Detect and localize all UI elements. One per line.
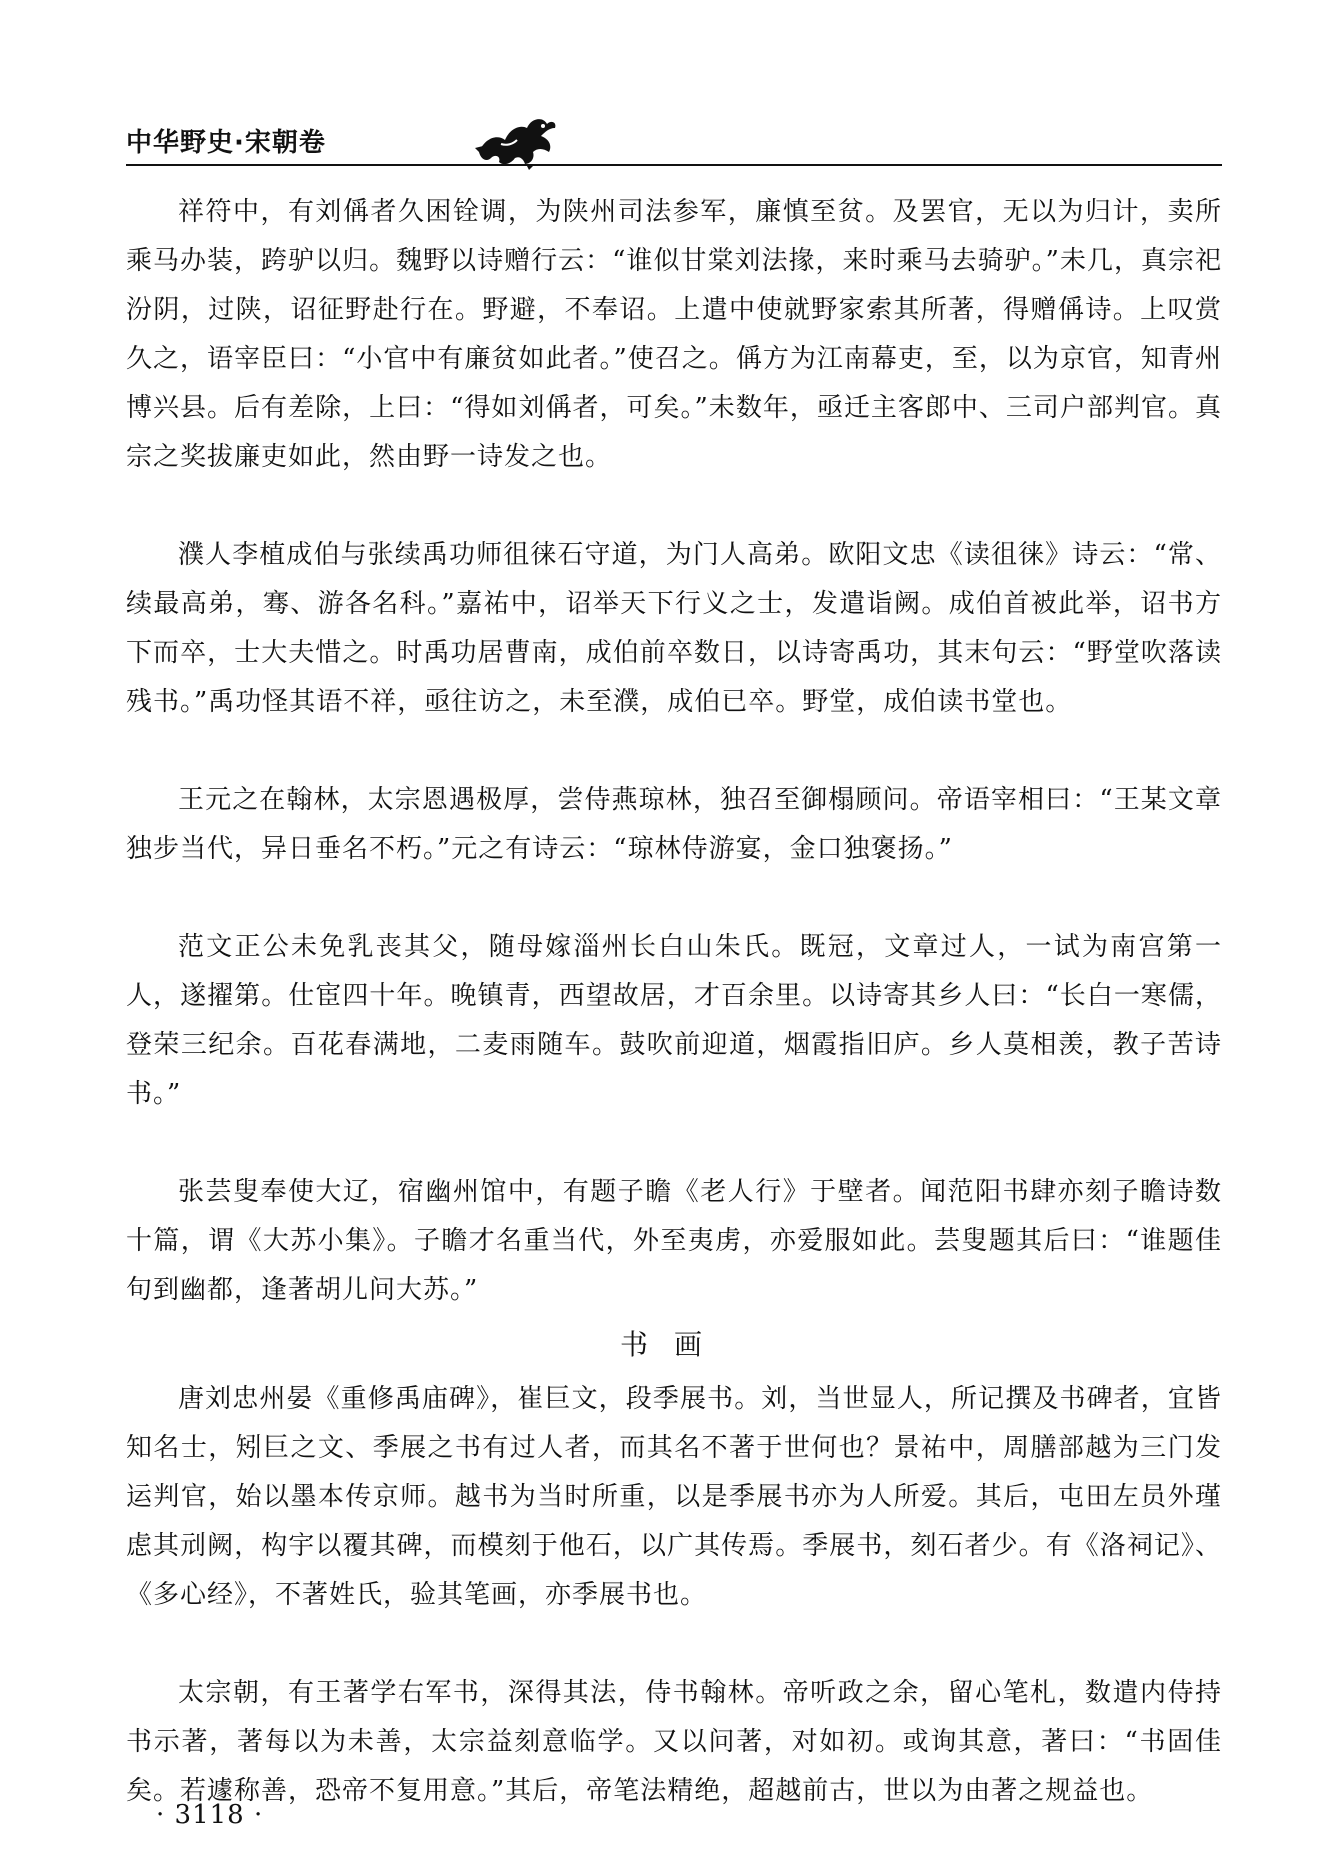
- page-body: [126, 188, 1222, 1816]
- running-header: [126, 118, 1222, 174]
- book-title: 中华野史·宋朝卷: [126, 128, 326, 158]
- page-number: · 3118 ·: [156, 1800, 264, 1830]
- section-heading: 书画: [619, 1328, 728, 1361]
- paragraph: 濮人李植成伯与张续禹功师徂徕石守道，为门人高弟。欧阳文忠《读徂徕》诗云：“常、续最高弟，骞、游各名科。”嘉祐中，诏举天下行义之士，发遣诣阙。成伯首被此举，诏书方下而卒，士大夫惜之。时禹功居曹南，成伯前卒数日，以诗寄禹功，其末句云：“野堂吹落读残书。”禹功怪其语不祥，亟往访之，未至濮，成伯已卒。野堂，成伯读书堂也。: [126, 540, 1222, 717]
- paragraph: 唐刘忠州晏《重修禹庙碑》，崔巨文，段季展书。刘，当世显人，所记撰及书碑者，宜皆知名士，矧巨之文、季展之书有过人者，而其名不著于世何也？景祐中，周膳部越为三门发运判官，始以墨本传京师。越书为当时所重，以是季展书亦为人所爱。其后，屯田左员外瑾虑其刓阙，构宇以覆其碑，而模刻于他石，以广其传焉。季展书，刻石者少。有《洛祠记》、《多心经》，不著姓氏，验其笔画，亦季展书也。: [126, 1384, 1222, 1610]
- dragon-emblem-icon: [471, 108, 561, 170]
- header-divider: [126, 164, 1222, 166]
- paragraph: 范文正公未免乳丧其父，随母嫁淄州长白山朱氏。既冠，文章过人，一试为南宫第一人，遂擢第。仕宦四十年。晚镇青，西望故居，才百余里。以诗寄其乡人曰：“长白一寒儒，登荣三纪余。百花春满地，二麦雨随车。鼓吹前迎道，烟霞指旧庐。乡人莫相羡，教子苦诗书。”: [126, 932, 1222, 1109]
- paragraph: 太宗朝，有王著学右军书，深得其法，侍书翰林。帝听政之余，留心笔札，数遣内侍持书示著，著每以为未善，太宗益刻意临学。又以问著，对如初。或询其意，著曰：“书固佳矣。若遽称善，恐帝不复用意。”其后，帝笔法精绝，超越前古，世以为由著之规益也。: [126, 1678, 1222, 1806]
- paragraph: 张芸叟奉使大辽，宿幽州馆中，有题子瞻《老人行》于壁者。闻范阳书肆亦刻子瞻诗数十篇，谓《大苏小集》。子瞻才名重当代，外至夷虏，亦爱服如此。芸叟题其后曰：“谁题佳句到幽都，逢著胡儿问大苏。”: [126, 1177, 1222, 1305]
- paragraph: 王元之在翰林，太宗恩遇极厚，尝侍燕琼林，独召至御榻顾问。帝语宰相曰：“王某文章独步当代，异日垂名不朽。”元之有诗云：“琼林侍游宴，金口独褒扬。”: [126, 785, 1222, 864]
- paragraph: 祥符中，有刘偁者久困铨调，为陕州司法参军，廉慎至贫。及罢官，无以为归计，卖所乘马办装，跨驴以归。魏野以诗赠行云：“谁似甘棠刘法掾，来时乘马去骑驴。”未几，真宗祀汾阴，过陕，诏征野赴行在。野避，不奉诏。上遣中使就野家索其所著，得赠偁诗。上叹赏久之，语宰臣曰：“小官中有廉贫如此者。”使召之。偁方为江南幕吏，至，以为京官，知青州博兴县。后有差除，上曰：“得如刘偁者，可矣。”未数年，亟迁主客郎中、三司户部判官。真宗之奖拔廉吏如此，然由野一诗发之也。: [126, 197, 1222, 472]
